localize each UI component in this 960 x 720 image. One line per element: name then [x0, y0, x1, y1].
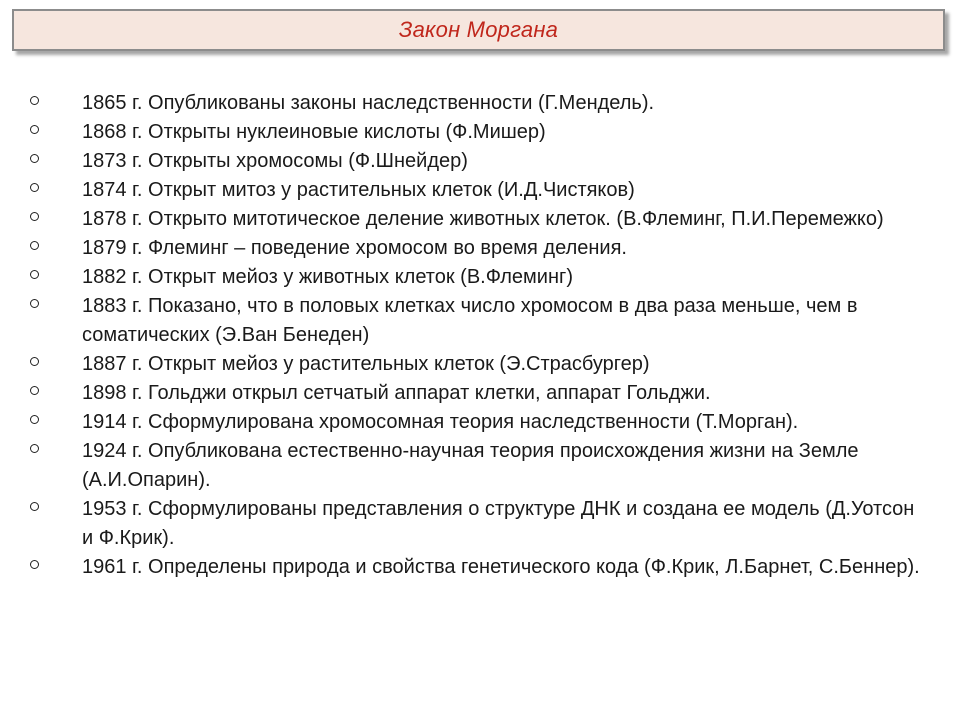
list-item — [30, 118, 920, 147]
circle-bullet-icon — [30, 386, 39, 395]
title-banner — [12, 9, 945, 51]
list-item-text: 1961 г. Определены природа и свойства генетического кода (Ф.Крик, Л.Барнет, С.Беннер). — [82, 556, 920, 578]
list-item — [30, 263, 920, 292]
list-item — [30, 379, 920, 408]
circle-bullet-icon — [30, 241, 39, 250]
circle-bullet-icon — [30, 444, 39, 453]
list-item — [30, 437, 920, 495]
circle-bullet-icon — [30, 415, 39, 424]
circle-bullet-icon — [30, 502, 39, 511]
timeline-list — [30, 89, 920, 582]
circle-bullet-icon — [30, 96, 39, 105]
circle-bullet-icon — [30, 299, 39, 308]
list-item — [30, 205, 920, 234]
list-item-text: 1882 г. Открыт мейоз у животных клеток (В.Флеминг) — [82, 266, 573, 288]
list-item-text: 1953 г. Сформулированы представления о структуре ДНК и создана ее модель (Д.Уотсон и Ф.Крик). — [82, 498, 915, 549]
list-item — [30, 495, 920, 553]
circle-bullet-icon — [30, 560, 39, 569]
list-item-text: 1924 г. Опубликована естественно-научная теория происхождения жизни на Земле (А.И.Опарин). — [82, 440, 859, 491]
circle-bullet-icon — [30, 183, 39, 192]
list-item — [30, 292, 920, 350]
list-item-text: 1878 г. Открыто митотическое деление животных клеток. (В.Флеминг, П.И.Перемежко) — [82, 208, 884, 230]
list-item-text: 1914 г. Сформулирована хромосомная теория наследственности (Т.Морган). — [82, 411, 799, 433]
slide-title: Закон Моргана — [398, 17, 559, 42]
list-item-text: 1898 г. Гольджи открыл сетчатый аппарат клетки, аппарат Гольджи. — [82, 382, 711, 404]
circle-bullet-icon — [30, 212, 39, 221]
list-item — [30, 89, 920, 118]
list-item — [30, 408, 920, 437]
list-item-text: 1868 г. Открыты нуклеиновые кислоты (Ф.Мишер) — [82, 121, 546, 143]
list-item — [30, 147, 920, 176]
list-item-text: 1887 г. Открыт мейоз у растительных клеток (Э.Страсбургер) — [82, 353, 650, 375]
list-item — [30, 176, 920, 205]
circle-bullet-icon — [30, 270, 39, 279]
circle-bullet-icon — [30, 357, 39, 366]
list-item-text: 1883 г. Показано, что в половых клетках число хромосом в два раза меньше, чем в соматических (Э.Ван Бенеден) — [82, 295, 858, 346]
circle-bullet-icon — [30, 154, 39, 163]
circle-bullet-icon — [30, 125, 39, 134]
list-item — [30, 553, 920, 582]
list-item-text: 1865 г. Опубликованы законы наследственности (Г.Мендель). — [82, 92, 655, 114]
list-item — [30, 350, 920, 379]
list-item-text: 1873 г. Открыты хромосомы (Ф.Шнейдер) — [82, 150, 468, 172]
list-item — [30, 234, 920, 263]
list-item-text: 1874 г. Открыт митоз у растительных клеток (И.Д.Чистяков) — [82, 179, 635, 201]
list-item-text: 1879 г. Флеминг – поведение хромосом во время деления. — [82, 237, 627, 259]
